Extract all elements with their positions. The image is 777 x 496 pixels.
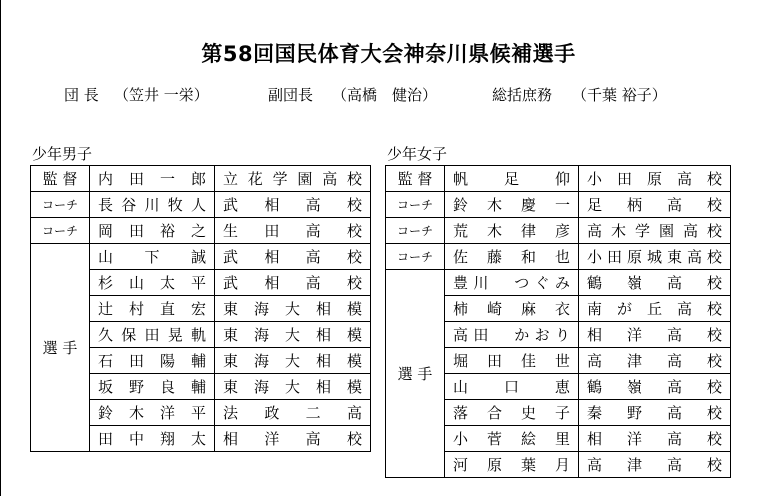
name-cell: 帆 足 仰 bbox=[445, 166, 579, 192]
staff-row bbox=[31, 166, 371, 192]
name-cell: 落 合 史 子 bbox=[445, 400, 579, 426]
name-cell: 柿 崎 麻 衣 bbox=[445, 296, 579, 322]
name-cell: 久保田晃軌 bbox=[90, 322, 215, 348]
staff-row bbox=[31, 218, 371, 244]
role-cell: コーチ bbox=[31, 192, 90, 218]
players-role-cell: 選 手 bbox=[386, 270, 445, 478]
name-cell: 山 下 誠 bbox=[90, 244, 215, 270]
name-cell: 辻 村 直 宏 bbox=[90, 296, 215, 322]
school-cell: 相 洋 高 校 bbox=[579, 426, 731, 452]
role-cell: コーチ bbox=[386, 218, 445, 244]
school-cell: 相 洋 高 校 bbox=[579, 322, 731, 348]
vice-role: 副団長 bbox=[268, 86, 314, 104]
school-cell: 武 相 高 校 bbox=[215, 270, 371, 296]
school-cell: 東海大相模 bbox=[215, 322, 371, 348]
role-cell: コーチ bbox=[386, 192, 445, 218]
vice-name: （高橋 健治） bbox=[332, 86, 438, 104]
school-cell: 立花学園高校 bbox=[215, 166, 371, 192]
school-cell: 法 政 二 高 bbox=[215, 400, 371, 426]
name-cell: 長谷川牧人 bbox=[90, 192, 215, 218]
name-cell: 河 原 葉 月 bbox=[445, 452, 579, 478]
school-cell: 武 相 高 校 bbox=[215, 244, 371, 270]
boys-roster-table bbox=[30, 165, 371, 452]
name-cell: 坂 野 良 輔 bbox=[90, 374, 215, 400]
name-cell: 鈴 木 慶 一 bbox=[445, 192, 579, 218]
name-cell: 小 菅 絵 里 bbox=[445, 426, 579, 452]
school-cell: 鶴 嶺 高 校 bbox=[579, 374, 731, 400]
name-cell: 山 口 恵 bbox=[445, 374, 579, 400]
manager-role: 総括庶務 bbox=[492, 86, 553, 104]
name-cell: 高田 かおり bbox=[445, 322, 579, 348]
name-cell: 杉 山 太 平 bbox=[90, 270, 215, 296]
name-cell: 佐 藤 和 也 bbox=[445, 244, 579, 270]
school-cell: 東海大相模 bbox=[215, 296, 371, 322]
school-cell: 小田原高校 bbox=[579, 166, 731, 192]
school-cell: 鶴 嶺 高 校 bbox=[579, 270, 731, 296]
school-cell: 生 田 高 校 bbox=[215, 218, 371, 244]
name-cell: 荒 木 律 彦 bbox=[445, 218, 579, 244]
school-cell: 相 洋 高 校 bbox=[215, 426, 371, 452]
school-cell: 秦 野 高 校 bbox=[579, 400, 731, 426]
players-role-cell: 選 手 bbox=[31, 244, 90, 452]
player-row bbox=[31, 244, 371, 270]
staff-row bbox=[386, 244, 731, 270]
school-cell: 南が丘高校 bbox=[579, 296, 731, 322]
left-border bbox=[0, 0, 1, 496]
school-cell: 武 相 高 校 bbox=[215, 192, 371, 218]
name-cell: 内 田 一 郎 bbox=[90, 166, 215, 192]
player-row bbox=[386, 270, 731, 296]
page-title: 第58回国民体育大会神奈川県候補選手 bbox=[201, 42, 576, 66]
name-cell: 岡 田 裕 之 bbox=[90, 218, 215, 244]
name-cell: 堀 田 佳 世 bbox=[445, 348, 579, 374]
school-cell: 高 津 高 校 bbox=[579, 452, 731, 478]
name-cell: 鈴 木 洋 平 bbox=[90, 400, 215, 426]
school-cell: 足 柄 高 校 bbox=[579, 192, 731, 218]
boys-section-label: 少年男子 bbox=[32, 145, 93, 163]
staff-row bbox=[31, 192, 371, 218]
school-cell: 高 津 高 校 bbox=[579, 348, 731, 374]
staff-row bbox=[386, 192, 731, 218]
role-cell: 監 督 bbox=[386, 166, 445, 192]
school-cell: 高木学園高校 bbox=[579, 218, 731, 244]
name-cell: 豊川 つぐみ bbox=[445, 270, 579, 296]
school-cell: 小田原城東高校 bbox=[579, 244, 731, 270]
school-cell: 東海大相模 bbox=[215, 374, 371, 400]
leader-role: 団 長 bbox=[64, 86, 99, 104]
role-cell: コーチ bbox=[31, 218, 90, 244]
girls-roster-table bbox=[385, 165, 731, 478]
role-cell: 監 督 bbox=[31, 166, 90, 192]
girls-section-label: 少年女子 bbox=[387, 145, 448, 163]
name-cell: 田 中 翔 太 bbox=[90, 426, 215, 452]
staff-row bbox=[386, 218, 731, 244]
name-cell: 石 田 陽 輔 bbox=[90, 348, 215, 374]
school-cell: 東海大相模 bbox=[215, 348, 371, 374]
manager-name: （千葉 裕子） bbox=[572, 86, 667, 104]
leader-name: （笠井 一栄） bbox=[114, 86, 209, 104]
role-cell: コーチ bbox=[386, 244, 445, 270]
staff-row bbox=[386, 166, 731, 192]
